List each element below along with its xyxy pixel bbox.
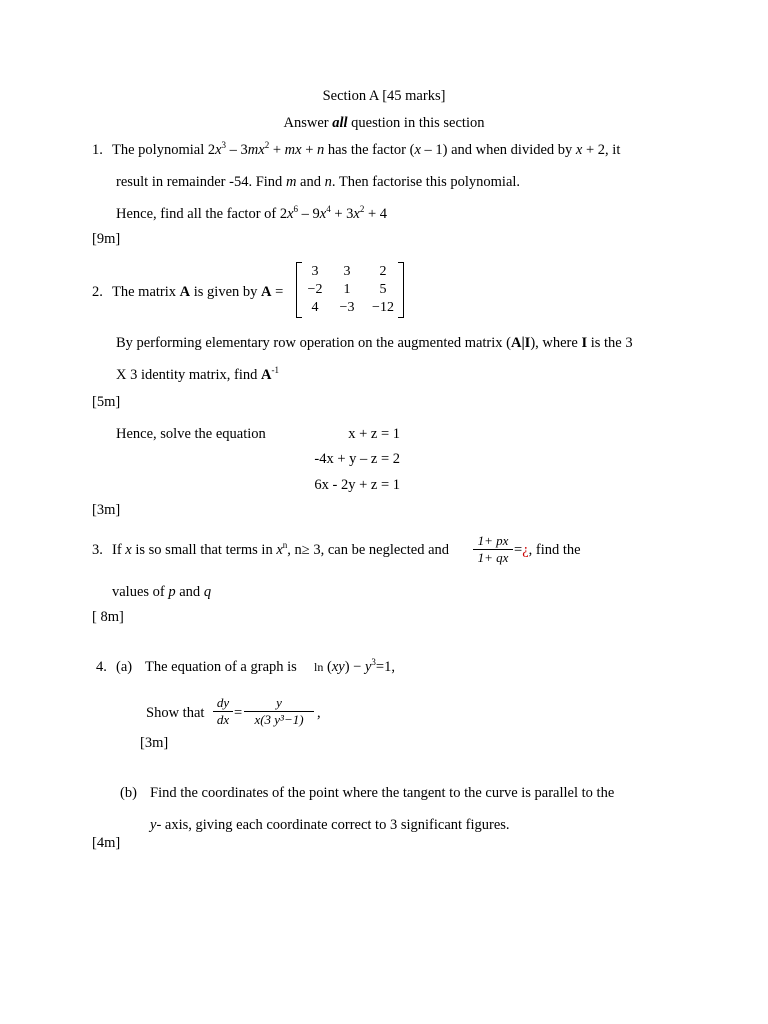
q3-fraction: $\frac{1+ px}{1+ qx}$ — [473, 533, 513, 566]
q2-equation-3: 6x - 2y + z = 1 — [314, 477, 400, 493]
q4-part-b-label: (b) — [120, 785, 137, 801]
q4b-line2: y- axis, giving each coordinate correct to 3 significant figures. — [150, 817, 510, 833]
q4b-line1: Find the coordinates of the point where the tangent to the curve is parallel to the — [150, 785, 615, 801]
q2-number: 2. — [92, 284, 103, 300]
matrix-cell: 3 — [343, 264, 351, 279]
matrix-cell: −12 — [372, 300, 394, 315]
q2-hence: Hence, solve the equation — [116, 426, 266, 442]
matrix-cell: 4 — [311, 300, 319, 315]
q4a-text: The equation of a graph is — [145, 659, 297, 675]
q2-marks-2: [3m] — [92, 502, 121, 518]
q4-number: 4. — [96, 659, 107, 675]
q4-part-a-label: (a) — [116, 659, 133, 675]
matrix-cell: 5 — [379, 282, 387, 297]
q4a-marks: [3m] — [140, 735, 169, 751]
q3-marks: [ 8m] — [92, 609, 124, 625]
q1-marks: [9m] — [92, 231, 121, 247]
matrix-right-bracket — [398, 262, 404, 318]
section-title: Section A [45 marks] — [322, 88, 446, 104]
matrix-cell: 1 — [343, 282, 351, 297]
matrix-cell: −3 — [339, 300, 355, 315]
q2-line3: X 3 identity matrix, find $A^{-1}$ — [116, 365, 279, 383]
q2-intro: The matrix A is given by A = — [112, 284, 284, 300]
q1-line3: Hence, find all the factor of $2x^6 - 9x^4 + 3x^2 + 4$ — [116, 204, 388, 222]
q2-marks-1: [5m] — [92, 394, 121, 410]
q4a-rhs-fraction: $\frac{y}{\text{x(3 y³−1)}}$ — [244, 695, 314, 728]
matrix-cell: 2 — [379, 264, 387, 279]
q3-number: 3. — [92, 542, 103, 558]
q4b-marks: [4m] — [92, 835, 121, 851]
instruction: Answer all question in this section — [283, 115, 485, 131]
q2-equation-1: x + z = 1 — [348, 426, 400, 442]
q4a-equation: $\ln (xy) - y^3=1$, — [314, 657, 395, 675]
q2-equation-2: -4x + y – z = 2 — [314, 451, 400, 467]
q2-line2: By performing elementary row operation on the augmented matrix (A|I), where I is the 3 — [116, 335, 633, 351]
q4a-show: Show that — [146, 705, 205, 721]
q3-line1: If x is so small that terms in $x^n$, n≥ 3, can be neglected and — [112, 540, 450, 558]
matrix-cell: 3 — [311, 264, 319, 279]
q1-number: 1. — [92, 142, 103, 158]
q3-line2: values of p and q — [112, 584, 212, 600]
matrix-cell: −2 — [307, 282, 323, 297]
q4a-comma: , — [317, 705, 321, 721]
matrix-A — [296, 262, 404, 318]
q4a-equals: = — [234, 705, 243, 721]
q4a-dydx-fraction: $\frac{dy}{dx}$ — [213, 695, 233, 728]
q1-line2: result in remainder -54. Find m and n. Then factorise this polynomial. — [116, 174, 521, 190]
q3-rhs: =¿, find the — [514, 542, 581, 558]
q1-line1: The polynomial $2x^3 - 3mx^2$ + mx + n has the factor (x – 1) and when divided by x + 2, it — [112, 140, 621, 158]
